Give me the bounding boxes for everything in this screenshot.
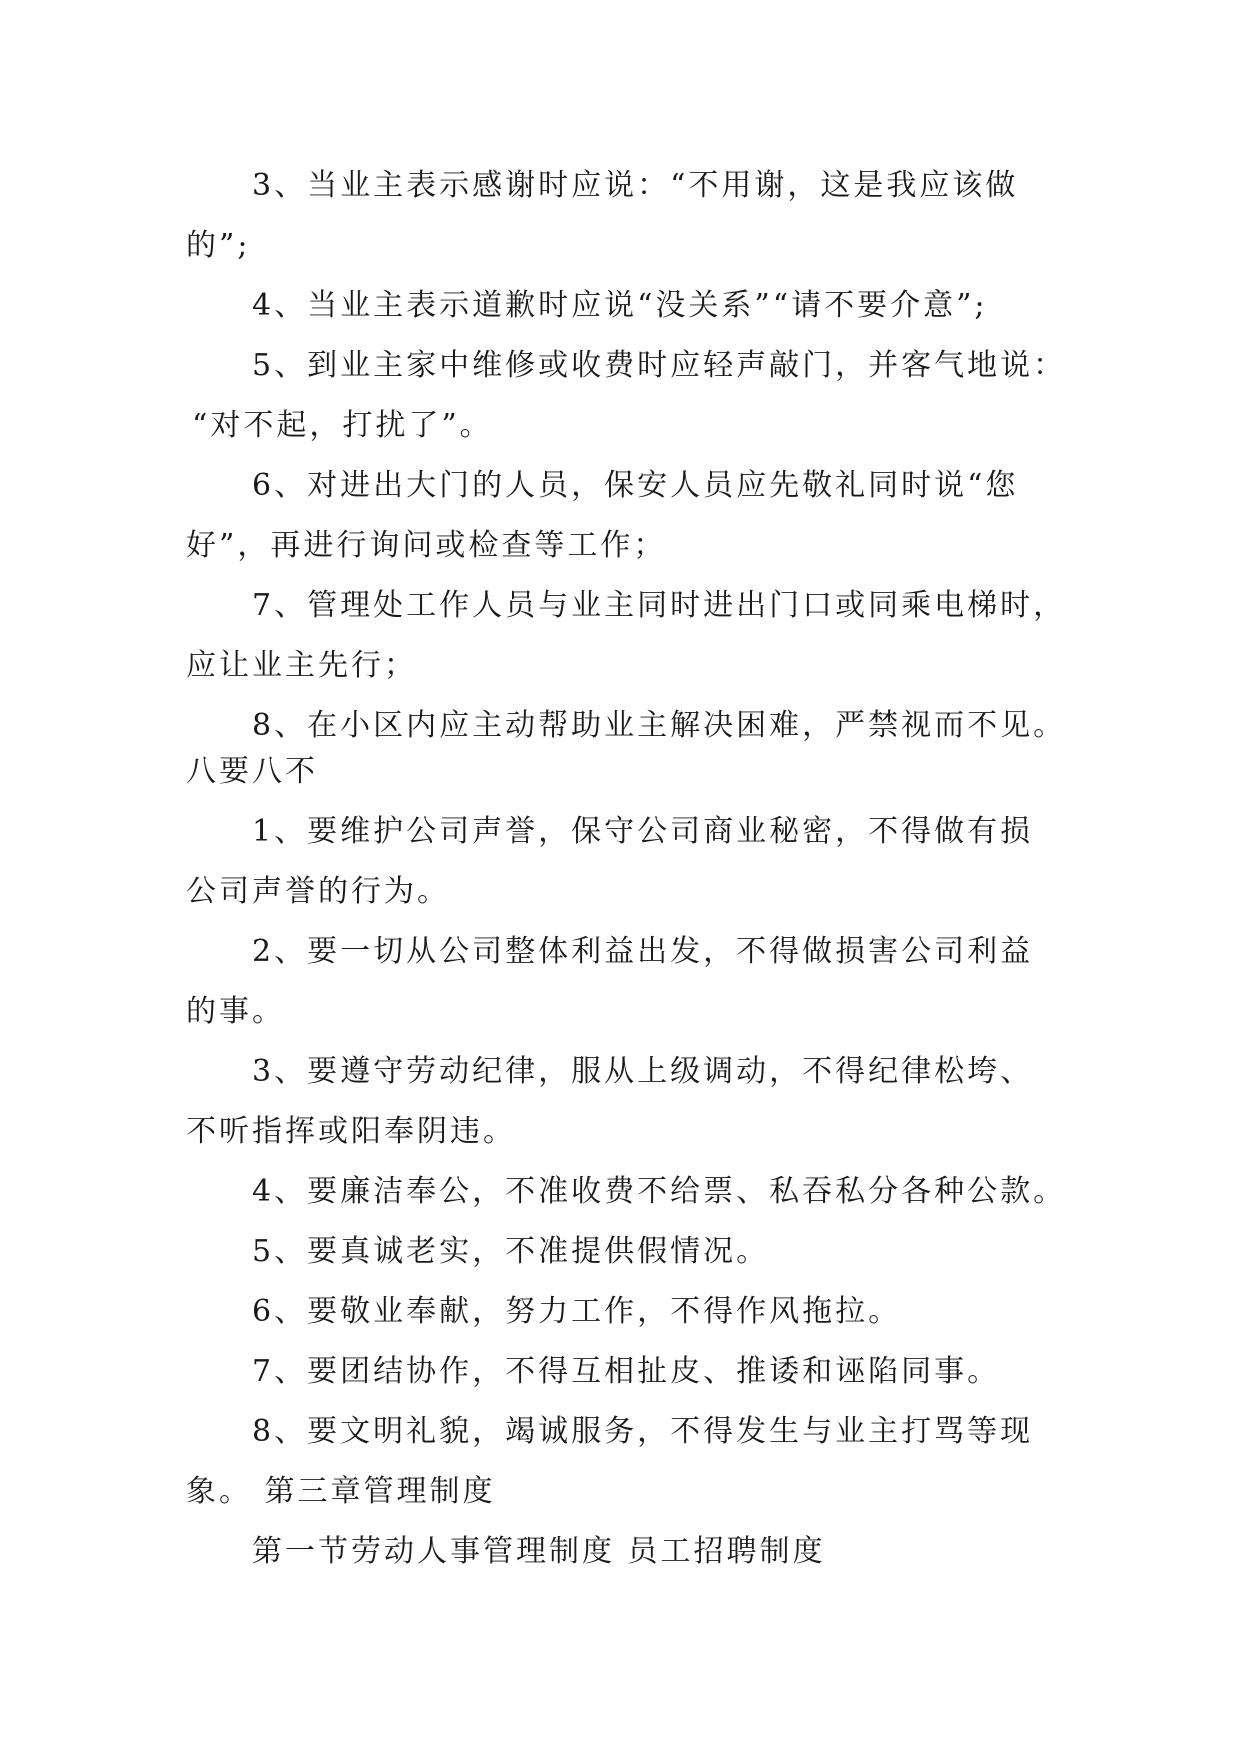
paragraph-line: 8、要文明礼貌，竭诚服务，不得发生与业主打骂等现 bbox=[252, 1414, 1034, 1449]
paragraph-line: 好”，再进行询问或检查等工作； bbox=[186, 528, 667, 563]
paragraph-line: “对不起，打扰了”。 bbox=[192, 408, 493, 443]
paragraph-line: 7、要团结协作，不得互相扯皮、推诿和诬陷同事。 bbox=[252, 1354, 1001, 1389]
paragraph-line: 6、要敬业奉献，努力工作，不得作风拖拉。 bbox=[252, 1294, 902, 1329]
paragraph-line: 4、当业主表示道歉时应说“没关系”“请不要介意”; bbox=[252, 288, 988, 323]
paragraph-line: 6、对进出大门的人员，保安人员应先敬礼同时说“您 bbox=[252, 468, 1019, 503]
paragraph-line: 1、要维护公司声誉，保守公司商业秘密，不得做有损 bbox=[252, 814, 1034, 849]
paragraph-line: 象。 第三章管理制度 bbox=[186, 1474, 496, 1509]
paragraph-line: 公司声誉的行为。 bbox=[186, 874, 450, 909]
paragraph-line: 8、在小区内应主动帮助业主解决困难，严禁视而不见。 bbox=[252, 708, 1067, 743]
paragraph-line: 5、要真诚老实，不准提供假情况。 bbox=[252, 1234, 770, 1269]
paragraph-line: 的”; bbox=[186, 228, 251, 263]
paragraph-line: 2、要一切从公司整体利益出发，不得做损害公司利益 bbox=[252, 934, 1034, 969]
paragraph-line: 7、管理处工作人员与业主同时进出门口或同乘电梯时， bbox=[252, 588, 1067, 623]
paragraph-line: 5、到业主家中维修或收费时应轻声敲门，并客气地说： bbox=[252, 348, 1067, 383]
paragraph-line: 3、要遵守劳动纪律，服从上级调动，不得纪律松垮、 bbox=[252, 1054, 1034, 1089]
section-heading: 八要八不 bbox=[186, 754, 318, 789]
section-heading: 第一节劳动人事管理制度 员工招聘制度 bbox=[252, 1534, 826, 1569]
paragraph-line: 4、要廉洁奉公，不准收费不给票、私吞私分各种公款。 bbox=[252, 1174, 1067, 1209]
paragraph-line: 应让业主先行； bbox=[186, 648, 417, 683]
paragraph-line: 不听指挥或阳奉阴违。 bbox=[186, 1114, 516, 1149]
paragraph-line: 的事。 bbox=[186, 994, 285, 1029]
paragraph-line: 3、当业主表示感谢时应说：“不用谢，这是我应该做 bbox=[252, 168, 1019, 203]
